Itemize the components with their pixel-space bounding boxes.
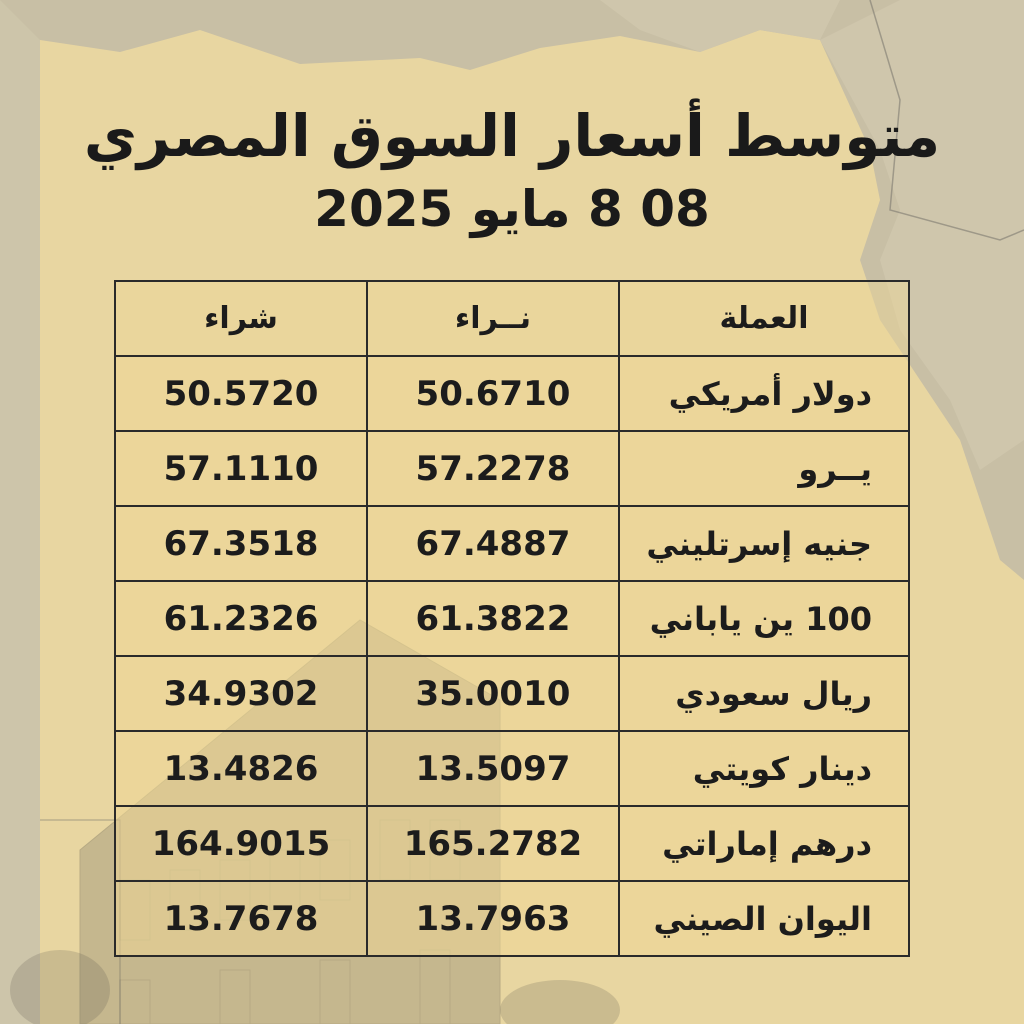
header-sell: نــراء bbox=[367, 281, 619, 356]
table-row bbox=[115, 506, 909, 581]
table-row bbox=[115, 881, 909, 956]
table-row bbox=[115, 581, 909, 656]
buy-value: 13.4826 bbox=[115, 731, 367, 806]
table-row bbox=[115, 731, 909, 806]
buy-value: 34.9302 bbox=[115, 656, 367, 731]
header-buy: شراء bbox=[115, 281, 367, 356]
sell-value: 13.7963 bbox=[367, 881, 619, 956]
sell-value: 61.3822 bbox=[367, 581, 619, 656]
sell-value: 165.2782 bbox=[367, 806, 619, 881]
buy-value: 50.5720 bbox=[115, 356, 367, 431]
sell-value: 35.0010 bbox=[367, 656, 619, 731]
page-date: 08 8 مايو 2025 bbox=[314, 180, 710, 238]
table-row bbox=[115, 656, 909, 731]
table-row bbox=[115, 806, 909, 881]
sell-value: 57.2278 bbox=[367, 431, 619, 506]
header-currency: العملة bbox=[619, 281, 909, 356]
buy-value: 164.9015 bbox=[115, 806, 367, 881]
table-row bbox=[115, 356, 909, 431]
currency-name: درهم إماراتي bbox=[619, 806, 909, 881]
currency-name: دينار كويتي bbox=[619, 731, 909, 806]
table-header-row bbox=[115, 281, 909, 356]
sell-value: 67.4887 bbox=[367, 506, 619, 581]
currency-name: جنيه إسرتليني bbox=[619, 506, 909, 581]
currency-name: دولار أمريكي bbox=[619, 356, 909, 431]
buy-value: 13.7678 bbox=[115, 881, 367, 956]
currency-name: ريال سعودي bbox=[619, 656, 909, 731]
currency-name: يــرو bbox=[619, 431, 909, 506]
buy-value: 61.2326 bbox=[115, 581, 367, 656]
sell-value: 13.5097 bbox=[367, 731, 619, 806]
buy-value: 57.1110 bbox=[115, 431, 367, 506]
exchange-rates-table bbox=[114, 280, 910, 957]
page-title: متوسط أسعار السوق المصري bbox=[83, 102, 941, 170]
currency-name: 100 ين ياباني bbox=[619, 581, 909, 656]
buy-value: 67.3518 bbox=[115, 506, 367, 581]
table-row bbox=[115, 431, 909, 506]
sell-value: 50.6710 bbox=[367, 356, 619, 431]
currency-name: اليوان الصيني bbox=[619, 881, 909, 956]
